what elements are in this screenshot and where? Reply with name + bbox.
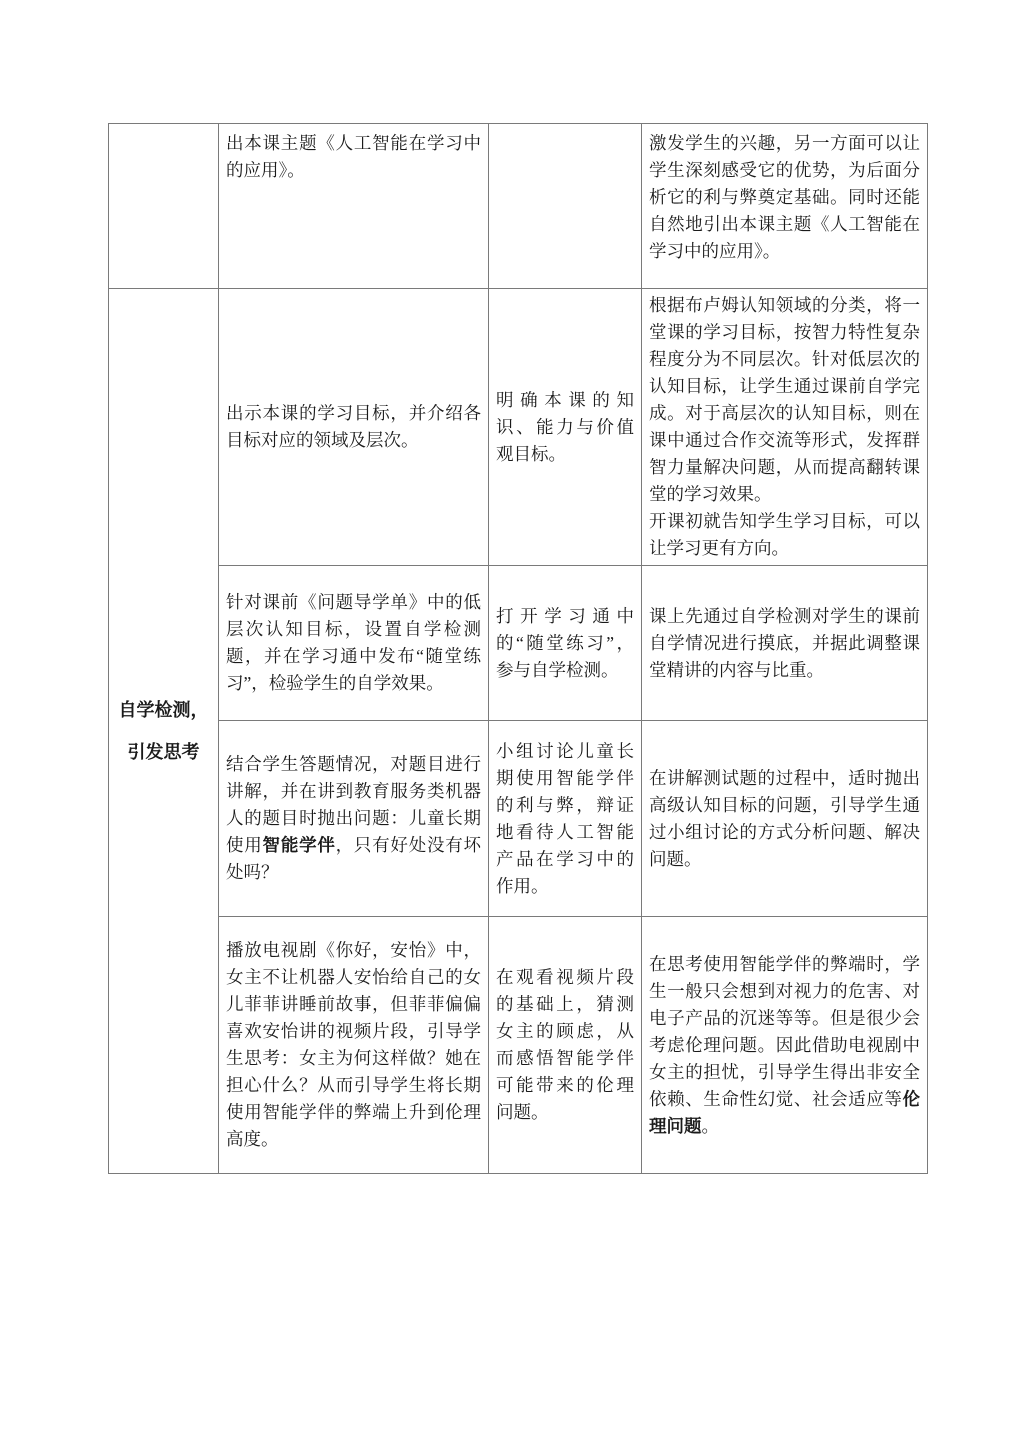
table-row <box>109 721 928 917</box>
teacher-activity-text: 播放电视剧《你好，安怡》中，女主不让机器人安怡给自己的女儿菲菲讲睡前故事，但菲菲偏偏喜欢安怡讲的视频片段，引导学生思考：女主为何这样做？她在担心什么？从而引导学生将长期使用智能学伴的弊端上升到伦理高度。 <box>226 940 481 1149</box>
design-intent-cell <box>642 917 928 1174</box>
stage-label-line1: 自学检测， <box>118 700 209 720</box>
design-intent-cell <box>642 721 928 917</box>
teacher-activity-text: 针对课前《问题导学单》中的低层次认知目标，设置自学检测题，并在学习通中发布“随堂练习”，检验学生的自学效果。 <box>226 592 481 693</box>
design-intent-cell <box>642 124 928 289</box>
design-intent-paragraph-1: 根据布卢姆认知领域的分类，将一堂课的学习目标，按智力特性复杂程度分为不同层次。针对低层次的认知目标，让学生通过课前自学完成。对于高层次的认知目标，则在课中通过合作交流等形式，发挥群智力量解决问题，从而提高翻转课堂的学习效果。 <box>649 295 920 504</box>
student-activity-cell <box>489 566 642 721</box>
table-row <box>109 566 928 721</box>
teacher-activity-text-bold: 智能学伴 <box>262 835 336 855</box>
design-intent-cell <box>642 289 928 566</box>
student-activity-cell <box>489 721 642 917</box>
stage-label-line2: 引发思考 <box>127 742 200 762</box>
design-intent-text-pre: 在思考使用智能学伴的弊端时，学生一般只会想到对视力的危害、对电子产品的沉迷等等。但是很少会考虑伦理问题。因此借助电视剧中女主的担忧，引导学生得出非安全依赖、生命性幻觉、社会适应等 <box>649 953 920 1109</box>
design-intent-cell <box>642 566 928 721</box>
student-activity-cell <box>489 289 642 566</box>
teacher-activity-cell <box>219 289 489 566</box>
teacher-activity-text <box>226 751 481 886</box>
teacher-activity-cell <box>219 917 489 1174</box>
design-intent-text: 在讲解测试题的过程中，适时抛出高级认知目标的问题，引导学生通过小组讨论的方式分析问题、解决问题。 <box>649 767 920 869</box>
design-intent-text: 课上先通过自学检测对学生的课前自学情况进行摸底，并据此调整课堂精讲的内容与比重。 <box>649 605 920 680</box>
teacher-activity-cell <box>219 721 489 917</box>
teacher-activity-text-post: ，只有好处没有坏处吗？ <box>226 835 482 882</box>
table-row <box>109 917 928 1174</box>
student-activity-cell <box>489 124 642 289</box>
student-activity-text: 小组讨论儿童长期使用智能学伴的利与弊，辩证地看待人工智能产品在学习中的作用。 <box>496 740 634 896</box>
table-row <box>109 289 928 566</box>
student-activity-text: 在观看视频片段的基础上，猜测女主的顾虑，从而感悟智能学伴可能带来的伦理问题。 <box>496 967 634 1122</box>
design-intent-text-post: 。 <box>701 1115 719 1136</box>
teacher-activity-text: 出示本课的学习目标，并介绍各目标对应的领域及层次。 <box>226 403 481 450</box>
lesson-plan-table <box>108 123 928 1174</box>
teacher-activity-cell <box>219 124 489 289</box>
teacher-activity-cell <box>219 566 489 721</box>
design-intent-text: 激发学生的兴趣，另一方面可以让学生深刻感受它的优势，为后面分析它的利与弊奠定基础。同时还能自然地引出本课主题《人工智能在学习中的应用》。 <box>649 133 920 261</box>
table-row <box>109 124 928 289</box>
design-intent-text-bold: 伦理问题 <box>649 1088 920 1136</box>
student-activity-cell <box>489 917 642 1174</box>
student-activity-text: 打开学习通中的“随堂练习”，参与自学检测。 <box>496 605 634 680</box>
stage-cell-empty <box>109 124 219 289</box>
stage-label-cell <box>109 289 219 1174</box>
teacher-activity-text-pre: 结合学生答题情况，对题目进行讲解，并在讲到教育服务类机器人的题目时抛出问题：儿童长期使用 <box>226 754 481 855</box>
teacher-activity-text: 出本课主题《人工智能在学习中的应用》。 <box>226 133 481 180</box>
design-intent-text <box>649 951 920 1140</box>
design-intent-paragraph-2: 开课初就告知学生学习目标，可以让学习更有方向。 <box>649 511 920 558</box>
student-activity-text: 明确本课的知识、能力与价值观目标。 <box>496 389 634 464</box>
